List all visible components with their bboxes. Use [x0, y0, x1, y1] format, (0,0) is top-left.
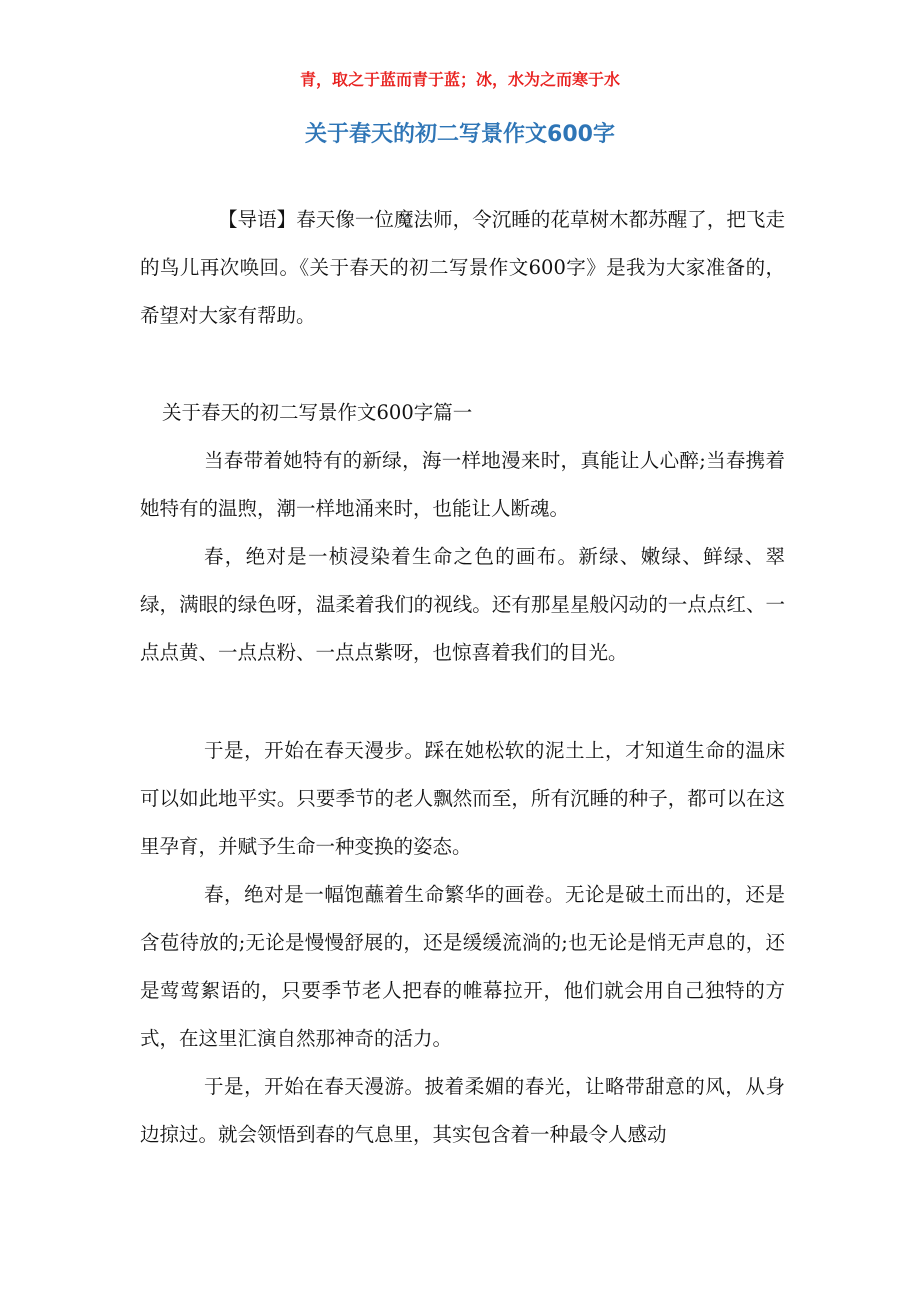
body-paragraph-2: 春，绝对是一桢浸染着生命之色的画布。新绿、嫩绿、鲜绿、翠绿，满眼的绿色呀，温柔着我们的视线。还有那星星般闪动的一点点红、一点点黄、一点点粉、一点点紫呀，也惊喜着我们的目光。 — [140, 545, 785, 664]
body-paragraph-3: 于是，开始在春天漫步。踩在她松软的泥土上，才知道生命的温床可以如此地平实。只要季节的老人飘然而至，所有沉睡的种子，都可以在这里孕育，并赋予生命一种变换的姿态。 — [140, 739, 785, 858]
section-heading: 关于春天的初二写景作文600字篇一 — [162, 401, 473, 424]
motto-header: 青，取之于蓝而青于蓝；冰，水为之而寒于水 — [299, 70, 620, 89]
body-paragraph-1: 当春带着她特有的新绿，海一样地漫来时，真能让人心醉;当春携着她特有的温煦，潮一样地涌来时，也能让人断魂。 — [140, 449, 785, 520]
body-paragraph-4: 春，绝对是一幅饱蘸着生命繁华的画卷。无论是破土而出的，还是含苞待放的;无论是慢慢舒展的，还是缓缓流淌的;也无论是悄无声息的，还是莺莺絮语的，只要季节老人把春的帷幕拉开，他们就会用自己独特的方式，在这里汇演自然那神奇的活力。 — [140, 883, 785, 1050]
document-title: 关于春天的初二写景作文600字 — [305, 122, 615, 147]
intro-paragraph: 【导语】春天像一位魔法师，令沉睡的花草树木都苏醒了，把飞走的鸟儿再次唤回。《关于春天的初二写景作文600字》是我为大家准备的，希望对大家有帮助。 — [140, 208, 785, 327]
body-paragraph-5: 于是，开始在春天漫游。披着柔媚的春光，让略带甜意的风，从身边掠过。就会领悟到春的气息里，其实包含着一种最令人感动 — [140, 1075, 785, 1146]
